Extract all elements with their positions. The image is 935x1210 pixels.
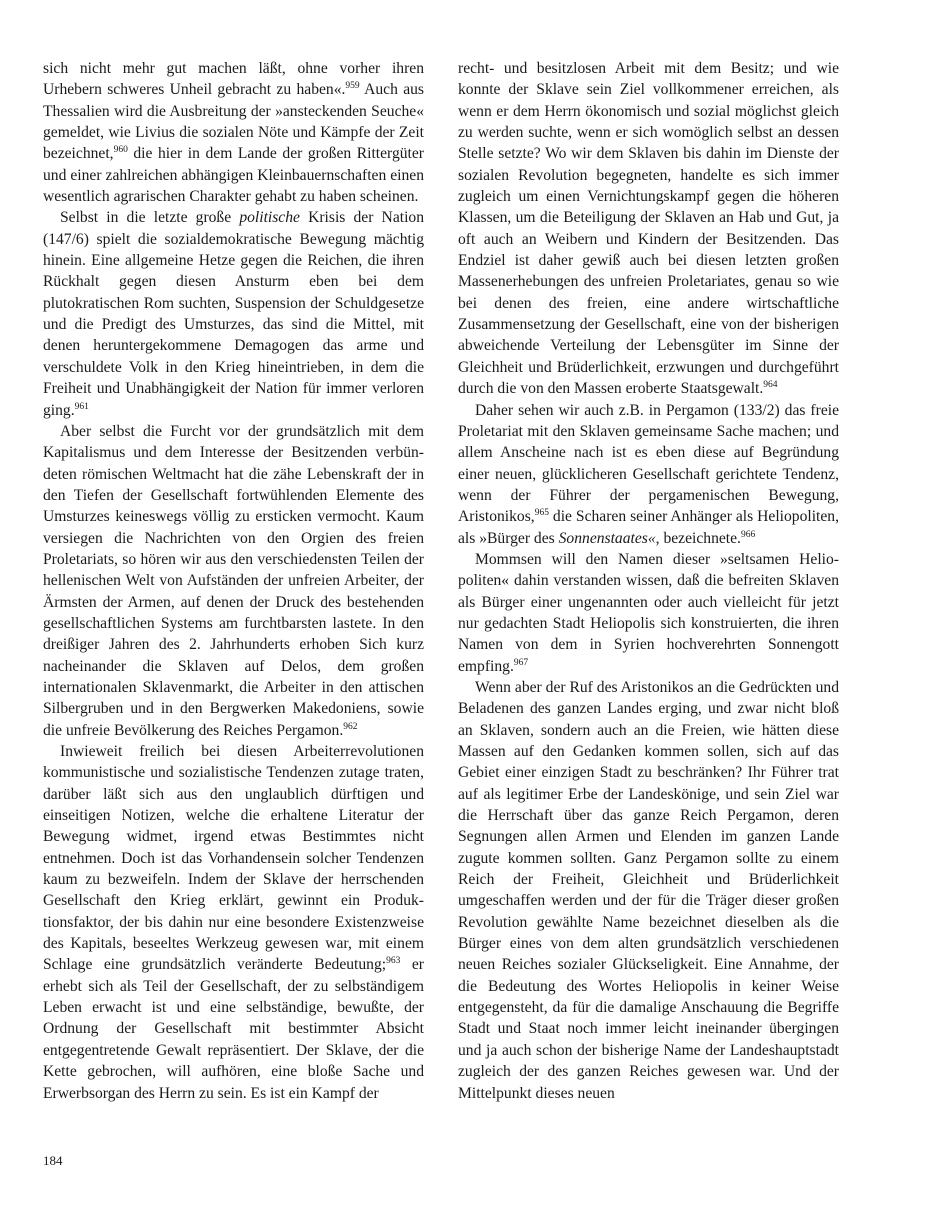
text-run: recht- und besitzlosen Arbeit mit dem Besitz; und wie konnte der Sklave sein Ziel vollkommener erreichen, als wenn er dem Herrn ökonomisch und sozial möglichst gleich zu werden suchte, wenn er sich womöglich selbst an dessen Stelle setzte? Wo wir dem Sklaven bis dahin im Dienste der sozialen Revolution begegneten, handelte es sich immer zugleich um einen Vernichtungskampf gegen die höheren Klassen, um die Beteiligung der Sklaven an Hab und Gut, ja oft auch an Weibern und Kindern der Besitzenden. Das Endziel ist daher gewiß auch bei diesen letzten großen Massenerhebungen des unfreien Proletariates, genau so wie bei denen des freien, eine andere wirtschaftliche Zusammensetzung der Gesellschaft, eine von der bisherigen abweichende Verteilung der Lebensgüter im Sinne der Gleichheit und Brüderlichkeit, erzwungen und durchgeführt durch die von den Massen eroberte Staatsgewalt. xyxy=(458,60,839,398)
paragraph xyxy=(458,677,839,1104)
emphasis-text: Sonnenstaates« xyxy=(558,529,656,547)
left-column xyxy=(43,58,424,1104)
paragraph xyxy=(43,207,424,420)
emphasis-text: politische xyxy=(239,209,300,227)
text-run: Inwieweit freilich bei diesen Arbeiterrevolutionen kommunistische und sozialistische Tendenzen zutage traten, darüber läßt sich aus den unglaublich dürftigen und einseitigen Notizen, welche die erhaltene Literatur der Bewegung widmet, irgend etwas Bestimmtes nicht entnehmen. Doch ist das Vorhandensein solcher Tendenzen kaum zu bezweifeln. Indem der Sklave der herrschenden Gesellschaft den Krieg erklärt, gewinnt ein Produktionsfaktor, der bis dahin nur eine besondere Existenzweise des Kapitals, beseeltes Werkzeug gewesen war, mit einem Schlage eine grundsätzlich veränderte Bedeutung; xyxy=(43,743,424,974)
footnote-ref: 960 xyxy=(113,145,128,156)
page-number: 184 xyxy=(43,1153,63,1168)
text-run: sich nicht mehr gut machen läßt, ohne vorher ihren Urhebern schweres Unheil gebracht zu haben«. xyxy=(43,60,424,99)
right-column xyxy=(458,58,839,1104)
paragraph xyxy=(458,549,839,677)
footnote-ref: 959 xyxy=(345,81,360,92)
text-run: die hier in dem Lande der großen Rittergüter und einer zahlreichen abhängigen Kleinbauernschaften einen wesentlich agrarischen Charakter gehabt zu haben scheinen. xyxy=(43,145,424,206)
text-run: Daher sehen wir auch z.B. in Pergamon (133/2) das freie Proletariat mit den Sklaven gemeinsame Sache machen; und allem Anscheine nach ist es eben diese auf Begründung einer neuen, glücklicheren Gesellschaft gerichtete Tendenz, wenn der Führer der pergamenischen Bewegung, Aristonikos, xyxy=(458,401,839,526)
paragraph xyxy=(458,58,839,400)
footnote-ref: 964 xyxy=(763,380,778,391)
footnote-ref: 966 xyxy=(740,529,756,540)
footnote-ref: 962 xyxy=(343,721,358,732)
footnote-ref: 967 xyxy=(513,657,529,668)
paragraph xyxy=(458,400,839,549)
footnote-ref: 963 xyxy=(386,956,401,967)
text-run: Wenn aber der Ruf des Aristonikos an die Gedrückten und Beladenen des ganzen Landes erging, und zwar nicht bloß an Sklaven, sondern auch an die Freien, wie hätten diese Massen auf den Gedanken kommen sollen, sich auf das Gebiet einer einzigen Stadt zu beschränken? Ihr Führer trat auf als legitimer Erbe der Landeskönige, und sein Ziel war die Herrschaft über das ganze Reich Pergamon, deren Segnungen allen Armen und Elenden im ganzen Lande zugute kommen sollten. Ganz Pergamon sollte zu einem Reich der Freiheit, Gleichheit und Brüderlichkeit umgeschaffen werden und der für die Träger dieser großen Revolution gewählte Name bezeichnet dieselben als die Bürger eines von dem alten grundsätzlich verschiedenen neuen Reiches sozialer Glückseligkeit. Eine Annahme, der die Bedeutung des Wortes Heliopolis in keiner Weise entgegensteht, da für die damalige Anschauung die Begriffe Stadt und Staat noch immer leicht ineinander übergingen und ja auch schon der bisherige Name der Landeshauptstadt zugleich der des ganzen Reiches gewesen war. Und der Mittelpunkt dieses neuen xyxy=(458,678,839,1102)
text-run: die Scharen seiner Anhänger als Heliopoliten, als »Bürger des xyxy=(458,508,839,547)
text-run: Selbst in die letzte große xyxy=(60,209,240,227)
paragraph xyxy=(43,741,424,1104)
paragraph xyxy=(43,421,424,741)
footnote-ref: 965 xyxy=(534,508,549,519)
text-run: Auch aus Thessalien wird die Ausbreitung der »ansteckenden Seuche« gemeldet, wie Livius die sozialen Nöte und Kämpfe der Zeit bezeichnet, xyxy=(43,81,424,163)
text-run: , bezeichnete. xyxy=(655,529,741,547)
text-run: er erhebt sich als Teil der Gesellschaft, der zu selbständigem Leben erwacht ist und eine selbständige, bewußte, der Ordnung der Gesellschaft mit bestimmter Absicht entgegentretende Gewalt repräsentiert. Der Sklave, der die Kette gebrochen, will aufhören, eine bloße Sache und Erwerbsorgan des Herrn zu sein. Es ist ein Kampf der xyxy=(43,956,424,1102)
text-run: Krisis der Nation (147/6) spielt die sozialdemokratische Bewegung mächtig hinein. Eine allgemeine Hetze gegen die Reichen, die ihren Rückhalt gegen diesen Ansturm eben bei dem plutokratischen Rom suchten, Suspension der Schuldgesetze und die Predigt des Umsturzes, das sind die Mittel, mit denen heruntergekommene Demagogen das arme und verschuldete Volk in den Krieg hineintrieben, in dem die Freiheit und Unabhängigkeit der Nation für immer verloren ging. xyxy=(43,209,425,419)
paragraph xyxy=(43,58,424,207)
text-run: Mommsen will den Namen dieser »seltsamen Heliopoliten« dahin verstanden wissen, daß die befreiten Sklaven als Bürger einer ungenannten oder auch vielleicht für jetzt nur gedachten Stadt Heliopolis sich konstruierten, die ihren Namen von dem in Syrien hochverehrten Sonnengott empfing. xyxy=(458,550,839,675)
footnote-ref: 961 xyxy=(74,401,89,412)
text-run: Aber selbst die Furcht vor der grundsätzlich mit dem Kapitalismus und dem Interesse der Besitzenden verbündeten römischen Weltmacht hat die zähe Lebenskraft der in den Tiefen der Gesellschaft fortwühlenden Elemente des Umsturzes keineswegs völlig zu ersticken vermocht. Kaum versiegen die Nachrichten von den Orgien des freien Proletariats, so hören wir aus den verschiedensten Teilen der hellenischen Welt von Aufständen der unfreien Arbeiter, der Ärmsten der Armen, auf denen der Druck des bestehenden gesellschaftlichen Systems am furchtbarsten lastete. In den dreißiger Jahren des 2. Jahrhunderts erhoben Sich kurz nacheinander die Sklaven auf Delos, dem großen internationalen Sklavenmarkt, die Arbeiter in den attischen Silbergruben und in den Bergwerken Makedoniens, sowie die unfreie Bevölkerung des Reiches Pergamon. xyxy=(43,422,424,739)
